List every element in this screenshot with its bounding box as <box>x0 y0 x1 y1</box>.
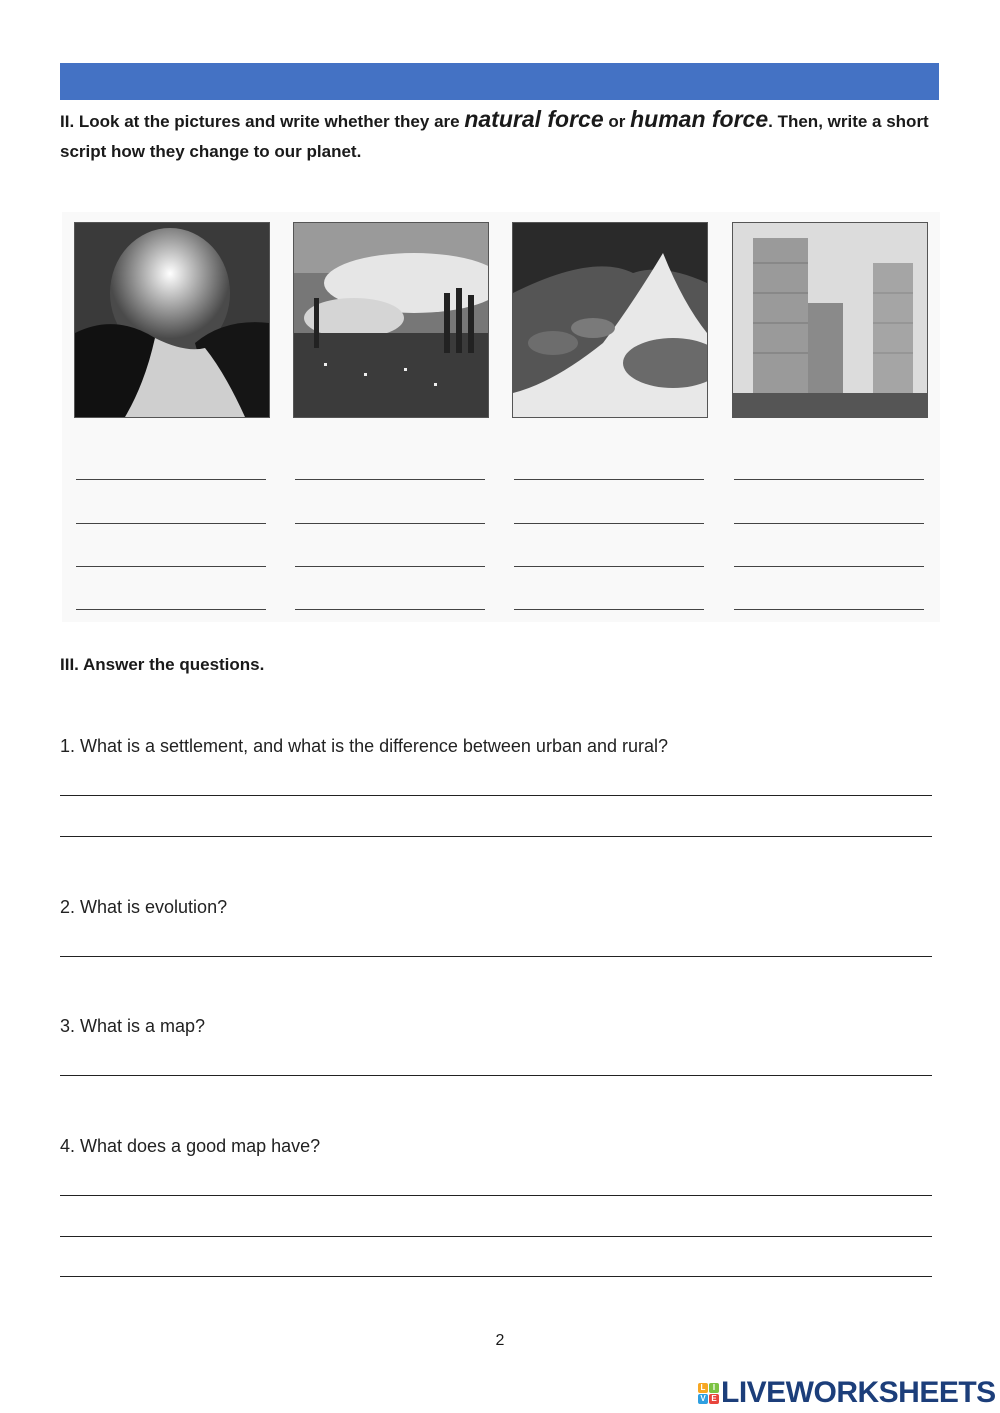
writing-line[interactable] <box>734 609 924 610</box>
answer-line[interactable] <box>60 956 932 957</box>
writing-line[interactable] <box>734 566 924 567</box>
writing-line[interactable] <box>76 609 266 610</box>
logo-mark-icon: L I V E <box>698 1383 719 1404</box>
writing-line[interactable] <box>76 479 266 480</box>
writing-line[interactable] <box>295 609 485 610</box>
instructions-part3: . Then, write a short script how they change to our planet. <box>60 112 929 161</box>
writing-line[interactable] <box>514 523 704 524</box>
instructions-part2: or <box>603 112 631 131</box>
page-number: 2 <box>495 1332 505 1349</box>
answer-line[interactable] <box>60 1276 932 1277</box>
logo-text: LIVEWORKSHEETS <box>721 1376 996 1409</box>
question-2: 2. What is evolution? <box>60 897 228 917</box>
writing-line[interactable] <box>295 566 485 567</box>
question-1: 1. What is a settlement, and what is the difference between urban and rural? <box>60 736 669 756</box>
answer-line[interactable] <box>60 1075 932 1076</box>
writing-line[interactable] <box>734 523 924 524</box>
natural-force-emphasis: natural force <box>464 106 604 132</box>
volcano-picture <box>74 222 270 418</box>
writing-line[interactable] <box>514 609 704 610</box>
writing-line[interactable] <box>76 523 266 524</box>
writing-line[interactable] <box>76 566 266 567</box>
writing-line[interactable] <box>514 479 704 480</box>
factory-picture <box>293 222 489 418</box>
liveworksheets-logo[interactable] <box>698 1377 996 1409</box>
question-4: 4. What does a good map have? <box>60 1136 321 1156</box>
question-3: 3. What is a map? <box>60 1016 206 1036</box>
answer-line[interactable] <box>60 836 932 837</box>
answer-line[interactable] <box>60 795 932 796</box>
skyscrapers-picture <box>732 222 928 418</box>
picture-panel <box>62 212 940 622</box>
writing-line[interactable] <box>295 523 485 524</box>
header-banner <box>60 63 939 100</box>
writing-line[interactable] <box>295 479 485 480</box>
writing-line[interactable] <box>514 566 704 567</box>
writing-line[interactable] <box>734 479 924 480</box>
waterfall-picture <box>512 222 708 418</box>
instructions <box>60 104 930 167</box>
answer-line[interactable] <box>60 1195 932 1196</box>
section-heading: III. Answer the questions. <box>60 655 265 674</box>
answer-line[interactable] <box>60 1236 932 1237</box>
instructions-part1: II. Look at the pictures and write whether they are <box>60 112 465 131</box>
human-force-emphasis: human force <box>630 106 769 132</box>
